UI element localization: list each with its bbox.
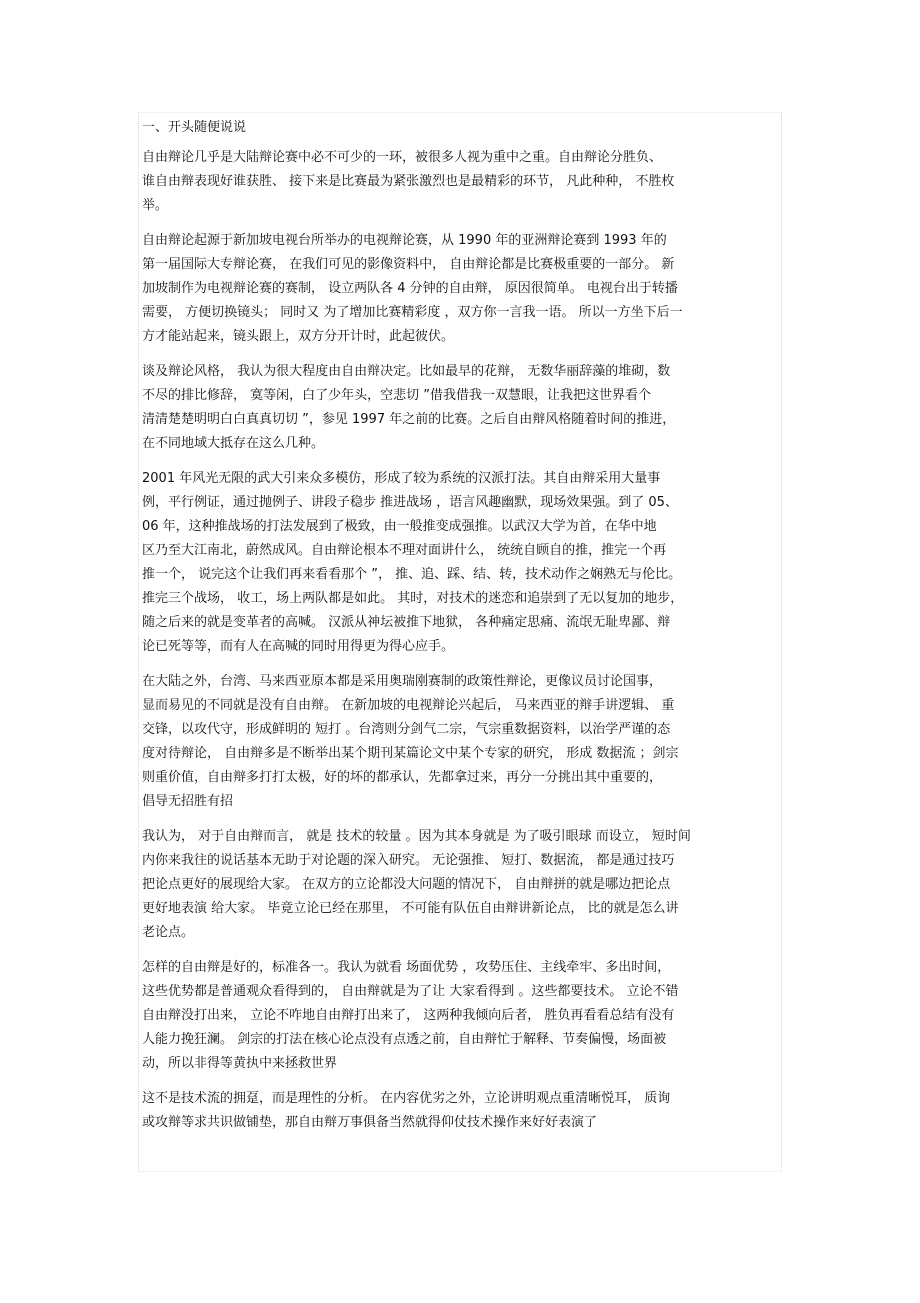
text-line: 这些优势都是普通观众看得到的， 自由辩就是为了让 大家看得到 。这些都要技术。 立论不错 xyxy=(142,984,679,999)
text-line: 显而易见的不同就是没有自由辩。 在新加坡的电视辩论兴起后， 马来西亚的辩手讲逻辑、 重 xyxy=(142,698,675,713)
text-line: 例，平行例证，通过抛例子、讲段子稳步 推进战场 ，语言风趣幽默，现场效果强。到了 05、 xyxy=(142,495,678,510)
text-line: 人能力挽狂澜。 剑宗的打法在核心论点没有点透之前，自由辩忙于解释、节奏偏慢，场面被 xyxy=(142,1032,667,1047)
text-line: 自由辩论起源于新加坡电视台所举办的电视辩论赛，从 1990 年的亚洲辩论赛到 1993 年的 xyxy=(142,233,667,248)
paragraph xyxy=(142,825,780,945)
text-line: 06 年，这种推战场的打法发展到了极致，由一般推变成强推。以武汉大学为首，在华中地 xyxy=(142,519,657,534)
text-line: 倡导无招胜有招 xyxy=(142,794,234,809)
text-line: 举。 xyxy=(142,198,169,213)
text-line: 这不是技术流的拥趸，而是理性的分析。 在内容优劣之外，立论讲明观点重清晰悦耳， 质询 xyxy=(142,1091,671,1106)
text-line: 内你来我往的说话基本无助于对论题的深入研究。 无论强推、 短打、数据流， 都是通过技巧 xyxy=(142,853,675,868)
text-line: 老论点。 xyxy=(142,925,195,940)
text-line: 区乃至大江南北，蔚然成风。自由辩论根本不理对面讲什么， 统统自顾自的推，推完一个再 xyxy=(142,543,667,558)
text-line: 不尽的排比修辞， 寞等闲，白了少年头，空悲切 ”借我借我一双慧眼，让我把这世界看个 xyxy=(142,388,652,403)
text-line: 交锋，以攻代守，形成鲜明的 短打 。台湾则分剑气二宗，气宗重数据资料，以治学严谨的态 xyxy=(142,722,671,737)
text-line: 更好地表演 给大家。 毕竟立论已经在那里， 不可能有队伍自由辩讲新论点， 比的就是怎么讲 xyxy=(142,901,679,916)
section-heading: 一、开头随便说说 xyxy=(142,120,247,135)
text-line: 随之后来的就是变革者的高喊。 汉派从神坛被推下地狱， 各种痛定思痛、流氓无耻卑鄙、辩 xyxy=(142,615,671,630)
paragraph xyxy=(142,467,780,659)
text-line: 第一届国际大专辩论赛， 在我们可见的影像资料中， 自由辩论都是比赛极重要的一部分。 新 xyxy=(142,257,675,272)
text-line: 推完三个战场， 收工，场上两队都是如此。 其时，对技术的迷恋和追崇到了无以复加的地步， xyxy=(142,591,684,606)
text-line: 自由辩没打出来， 立论不咋地自由辩打出来了， 这两种我倾向后者， 胜负再看看总结有没有 xyxy=(142,1008,675,1023)
text-line: 在不同地域大抵存在这么几种。 xyxy=(142,436,325,451)
paragraph xyxy=(142,146,780,218)
text-line: 把论点更好的展现给大家。 在双方的立论都没大问题的情况下， 自由辩拼的就是哪边把论点 xyxy=(142,877,671,892)
paragraph xyxy=(142,670,780,814)
text-line: 怎样的自由辩是好的，标准各一。我认为就看 场面优势 ，攻势压住、主线牵牢、多出时间， xyxy=(142,960,671,975)
text-line: 谁自由辩表现好谁获胜、 接下来是比赛最为紧张激烈也是最精彩的环节， 凡此种种， 不胜枚 xyxy=(142,174,675,189)
text-line: 度对待辩论， 自由辩多是不断举出某个期刊某篇论文中某个专家的研究， 形成 数据流 ；剑宗 xyxy=(142,746,679,761)
text-line: 论已死等等，而有人在高喊的同时用得更为得心应手。 xyxy=(142,639,455,654)
paragraph xyxy=(142,229,780,349)
text-line: 清清楚楚明明白白真真切切 ”，参见 1997 年之前的比赛。之后自由辩风格随着时间的推进， xyxy=(142,412,676,427)
text-line: 推一个， 说完这个让我们再来看看那个 ”， 推、追、踩、结、转，技术动作之娴熟无与伦比。 xyxy=(142,567,682,582)
text-line: 需要， 方便切换镜头； 同时又 为了增加比赛精彩度 ，双方你一言我一语。 所以一方坐下后一 xyxy=(142,305,683,320)
document-body xyxy=(142,116,780,1146)
text-line: 或攻辩等求共识做铺垫，那自由辩万事俱备当然就得仰仗技术操作来好好表演了 xyxy=(142,1115,598,1130)
text-line: 加坡制作为电视辩论赛的赛制， 设立两队各 4 分钟的自由辩， 原因很简单。 电视台出于转播 xyxy=(142,281,678,296)
text-line: 自由辩论几乎是大陆辩论赛中必不可少的一环，被很多人视为重中之重。自由辩论分胜负、 xyxy=(142,150,663,165)
text-line: 我认为， 对于自由辩而言， 就是 技术的较量 。因为其本身就是 为了吸引眼球 而设立， 短时间 xyxy=(142,829,691,844)
paragraph xyxy=(142,956,780,1076)
paragraph xyxy=(142,1087,780,1135)
paragraph xyxy=(142,360,780,456)
text-line: 谈及辩论风格， 我认为很大程度由自由辩决定。比如最早的花辩， 无数华丽辞藻的堆砌，数 xyxy=(142,364,671,379)
text-line: 2001 年风光无限的武大引来众多模仿，形成了较为系统的汉派打法。其自由辩采用大量事 xyxy=(142,471,661,486)
text-line: 则重价值，自由辩多打打太极，好的坏的都承认，先都拿过来，再分一分挑出其中重要的， xyxy=(142,770,663,785)
text-line: 在大陆之外，台湾、马来西亚原本都是采用奥瑞刚赛制的政策性辩论，更像议员讨论国事， xyxy=(142,674,663,689)
document-page xyxy=(138,112,782,1172)
text-line: 方才能站起来，镜头跟上，双方分开计时，此起彼伏。 xyxy=(142,329,455,344)
text-line: 动，所以非得等黄执中来拯救世界 xyxy=(142,1056,338,1071)
